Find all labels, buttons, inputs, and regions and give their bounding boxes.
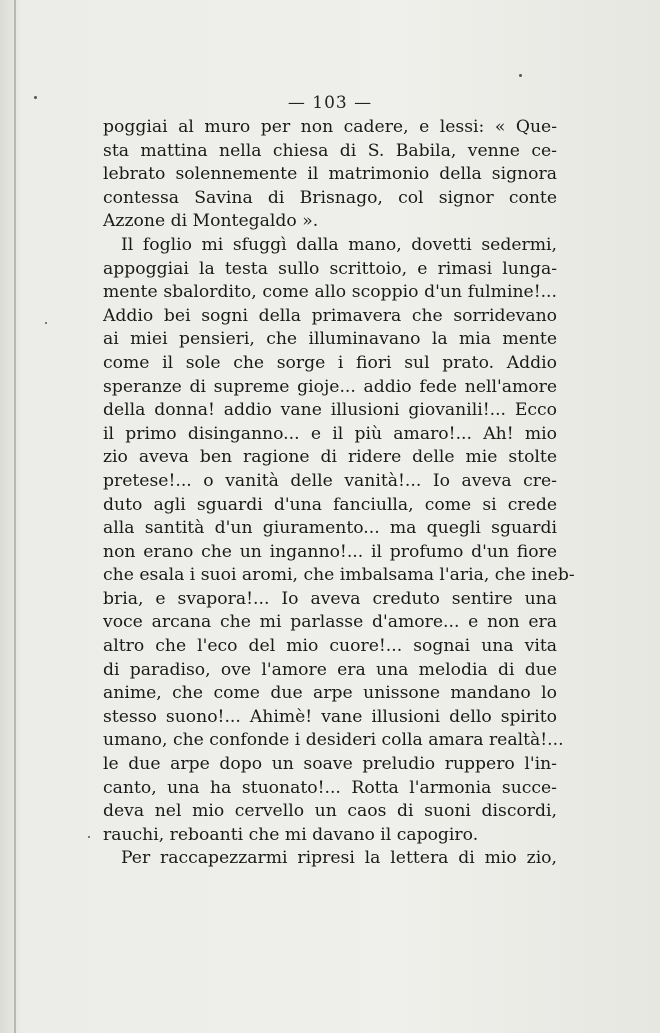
text-line: bria, e svapora!... Io aveva creduto sentire una (103, 588, 557, 609)
text-line: voce arcana che mi parlasse d'amore... e non era (103, 612, 557, 633)
text-line: Il foglio mi sfuggì dalla mano, dovetti sedermi, (121, 234, 557, 255)
print-speck (34, 96, 37, 99)
text-line: altro che l'eco del mio cuore!... sognai una vita (103, 636, 557, 657)
text-line: pretese!... o vanità delle vanità!... Io aveva cre- (103, 470, 557, 491)
print-speck (45, 322, 47, 324)
print-speck (88, 836, 90, 838)
text-line: anime, che come due arpe unissone mandano lo (103, 683, 557, 704)
text-line: le due arpe dopo un soave preludio ruppero l'in- (103, 754, 557, 775)
text-line: di paradiso, ove l'amore era una melodia di due (103, 659, 557, 680)
text-line: stesso suono!... Ahimè! vane illusioni dello spirito (103, 706, 557, 727)
text-line: della donna! addio vane illusioni giovanili!... Ecco (103, 400, 557, 421)
text-line: contessa Savina di Brisnago, col signor conte (103, 187, 557, 208)
text-line: canto, una ha stuonato!... Rotta l'armonia succe- (103, 777, 557, 798)
text-line: deva nel mio cervello un caos di suoni discordi, (103, 801, 557, 822)
text-line: rauchi, reboanti che mi davano il capogiro. (103, 824, 479, 845)
text-line: alla santità d'un giuramento... ma quegli sguardi (103, 518, 557, 539)
text-line: Per raccapezzarmi ripresi la lettera di mio zio, (121, 848, 557, 869)
text-line: zio aveva ben ragione di ridere delle mie stolte (103, 447, 557, 468)
text-line: sta mattina nella chiesa di S. Babila, venne ce- (103, 140, 557, 161)
text-line: Azzone di Montegaldo ». (103, 211, 319, 232)
text-line: Addio bei sogni della primavera che sorridevano (103, 305, 557, 326)
text-line: come il sole che sorge i fiori sul prato. Addio (103, 352, 557, 373)
text-line: che esala i suoi aromi, che imbalsama l'aria, che ineb- (103, 565, 575, 586)
text-line: lebrato solennemente il matrimonio della signora (103, 164, 557, 185)
page-number: — 103 — (287, 93, 373, 113)
page-binding-edge (14, 0, 16, 1033)
body-text (103, 116, 575, 871)
text-line: non erano che un inganno!... il profumo d'un fiore (103, 541, 557, 562)
text-line: il primo disinganno... e il più amaro!... Ah! mio (103, 423, 557, 444)
print-speck (519, 74, 522, 77)
text-line: ai miei pensieri, che illuminavano la mia mente (103, 329, 557, 350)
text-line: appoggiai la testa sullo scrittoio, e rimasi lunga- (103, 258, 557, 279)
text-line: speranze di supreme gioje... addio fede nell'amore (103, 376, 557, 397)
text-line: mente sbalordito, come allo scoppio d'un fulmine!... (103, 282, 557, 303)
text-line: duto agli sguardi d'una fanciulla, come si crede (103, 494, 557, 515)
text-line: poggiai al muro per non cadere, e lessi: « Que- (103, 117, 557, 137)
text-line: umano, che confonde i desideri colla amara realtà!... (103, 730, 564, 751)
